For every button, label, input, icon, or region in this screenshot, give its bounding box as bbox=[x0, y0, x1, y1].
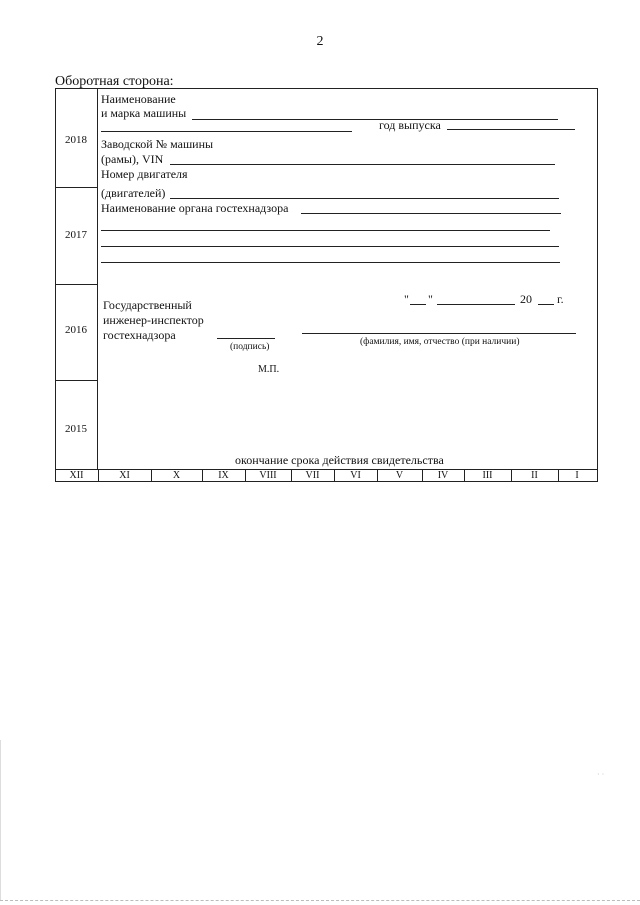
year-separator bbox=[55, 187, 97, 188]
year-separator bbox=[55, 380, 97, 381]
date-month-field[interactable] bbox=[437, 304, 515, 305]
month-cell[interactable]: II bbox=[531, 470, 538, 481]
frame-vin-label: (рамы), VIN bbox=[101, 152, 164, 166]
months-row bbox=[55, 469, 598, 482]
inspector-title-line-3: гостехнадзора bbox=[103, 328, 176, 342]
fio-field[interactable] bbox=[302, 333, 576, 334]
machine-name-field-2[interactable] bbox=[101, 131, 352, 132]
manufacture-year-field[interactable] bbox=[447, 129, 575, 130]
signature-caption: (подпись) bbox=[230, 342, 270, 352]
year-label: 2017 bbox=[65, 229, 87, 241]
month-cell[interactable]: III bbox=[482, 470, 493, 481]
expiry-caption: окончание срока действия свидетельства bbox=[235, 453, 444, 467]
fio-caption: (фамилия, имя, отчество (при наличии) bbox=[360, 337, 520, 347]
engine-number-label: Номер двигателя bbox=[101, 167, 188, 181]
engines-label: (двигателей) bbox=[101, 186, 166, 200]
authority-name-field-3[interactable] bbox=[101, 246, 559, 247]
scan-artifact: · · bbox=[597, 770, 605, 779]
factory-number-label: Заводской № машины bbox=[101, 137, 214, 151]
month-cell[interactable]: VIII bbox=[259, 470, 277, 481]
vin-field[interactable] bbox=[170, 164, 555, 165]
year-separator bbox=[55, 284, 97, 285]
date-century: 20 bbox=[520, 292, 532, 306]
authority-name-field[interactable] bbox=[301, 213, 561, 214]
manufacture-year-label: год выпуска bbox=[379, 118, 441, 132]
scan-edge-mark bbox=[0, 740, 1, 900]
month-cell[interactable]: XII bbox=[69, 470, 84, 481]
machine-name-field[interactable] bbox=[192, 119, 558, 120]
month-cell[interactable]: X bbox=[172, 470, 181, 481]
year-label: 2018 bbox=[65, 134, 87, 146]
inspector-title-line-2: инженер-инспектор bbox=[103, 313, 204, 327]
scan-bottom-edge bbox=[0, 900, 640, 901]
page-number: 2 bbox=[316, 34, 324, 49]
year-column bbox=[55, 88, 98, 469]
stamp-placeholder: М.П. bbox=[258, 364, 280, 375]
year-label: 2015 bbox=[65, 423, 87, 435]
reverse-side-title: Оборотная сторона: bbox=[55, 74, 174, 89]
machine-name-label: Наименование bbox=[101, 92, 176, 106]
year-label: 2016 bbox=[65, 324, 87, 336]
authority-name-field-2[interactable] bbox=[101, 230, 550, 231]
month-cell[interactable]: XI bbox=[119, 470, 130, 481]
month-cell[interactable]: V bbox=[395, 470, 404, 481]
authority-name-label: Наименование органа гостехнадзора bbox=[101, 201, 289, 215]
date-year-suffix: г. bbox=[557, 292, 564, 306]
date-year-field[interactable] bbox=[538, 304, 554, 305]
month-cell[interactable]: I bbox=[575, 470, 579, 481]
authority-name-field-4[interactable] bbox=[101, 262, 560, 263]
month-cell[interactable]: VI bbox=[350, 470, 361, 481]
inspector-title-line-1: Государственный bbox=[103, 298, 192, 312]
month-cell[interactable]: IX bbox=[218, 470, 229, 481]
signature-field[interactable] bbox=[217, 338, 275, 339]
date-day-field[interactable] bbox=[410, 304, 426, 305]
date-open-quote: " bbox=[404, 292, 409, 306]
month-cell[interactable]: IV bbox=[437, 470, 449, 481]
engine-number-field[interactable] bbox=[170, 198, 559, 199]
date-close-quote: " bbox=[428, 292, 433, 306]
month-cell[interactable]: VII bbox=[305, 470, 320, 481]
machine-brand-label: и марка машины bbox=[101, 106, 187, 120]
